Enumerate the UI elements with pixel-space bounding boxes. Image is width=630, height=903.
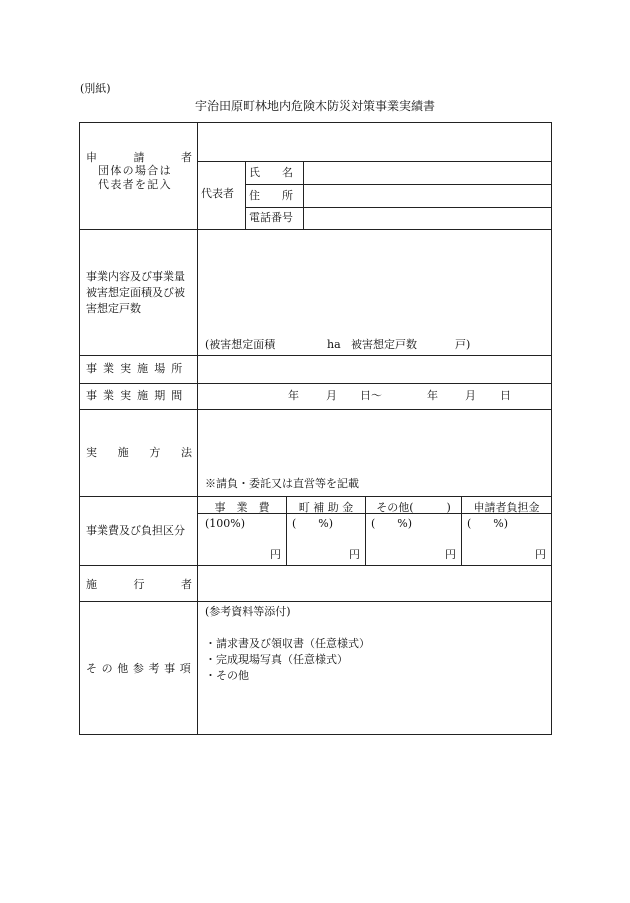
content-label-line1: 事業内容及び事業量 (86, 270, 185, 283)
other-item: ・完成現場写真（任意様式） (205, 653, 348, 666)
period-start-day: 日〜 (360, 389, 382, 402)
label-char: 施 (117, 446, 129, 459)
cost-percent-other: ( %) (371, 517, 413, 530)
cost-header-subsidy: 町 補 助 金 (298, 501, 354, 514)
other-item: ・その他 (205, 669, 249, 682)
label-char: 行 (133, 578, 145, 591)
houses-label: 被害想定戸数 (351, 338, 417, 351)
content-label-line2: 被害想定面積及び被 (86, 286, 185, 299)
row-divider (80, 496, 551, 497)
period-end-day: 日 (500, 389, 511, 402)
label-char: 者 (181, 578, 192, 591)
method-label (86, 446, 192, 460)
label-char: 法 (180, 446, 192, 459)
content-label-line3: 害想定戸数 (86, 302, 141, 315)
cost-percent-total: (100%) (205, 517, 246, 530)
cost-percent-applicant: ( %) (467, 517, 509, 530)
period-start-month: 月 (326, 389, 337, 402)
phone-label: 電話番号 (249, 211, 293, 224)
cost-header-other: その他( ) (376, 501, 451, 514)
cost-percent-subsidy: ( %) (292, 517, 334, 530)
address-row-divider (245, 207, 551, 208)
row-divider (80, 229, 551, 230)
area-unit: ha (327, 338, 341, 351)
document-title: 宇治田原町林地内危険木防災対策事業実績書 (194, 99, 435, 113)
report-form (79, 122, 552, 735)
period-label: 事業実施期間 (86, 389, 189, 402)
label-char: 請 (133, 151, 145, 164)
label-column-divider (197, 123, 198, 734)
applicant-label (86, 149, 192, 165)
cost-unit-total: 円 (270, 548, 281, 561)
houses-unit: 戸) (455, 338, 471, 351)
label-char: 施 (86, 578, 97, 591)
applicant-divider (197, 161, 551, 162)
row-divider (80, 355, 551, 356)
field-label-divider (303, 161, 304, 229)
cost-unit-subsidy: 円 (349, 548, 360, 561)
location-label: 事業実施場所 (86, 362, 189, 375)
row-divider (80, 601, 551, 602)
row-divider (80, 565, 551, 566)
cost-header-total: 事 業 費 (214, 501, 270, 514)
name-row-divider (245, 184, 551, 185)
applicant-note-line1: 団体の場合は (98, 164, 172, 177)
cost-label: 事業費及び負担区分 (86, 524, 185, 537)
annex-note: (別紙) (80, 82, 111, 95)
label-char: 者 (181, 151, 192, 164)
label-char: 申 (86, 151, 97, 164)
period-start-year: 年 (288, 389, 299, 402)
representative-label: 代表者 (201, 187, 234, 200)
area-prefix: (被害想定面積 (205, 338, 276, 351)
other-heading: (参考資料等添付) (205, 605, 291, 618)
address-label: 住 所 (249, 189, 293, 202)
period-end-year: 年 (427, 389, 438, 402)
row-divider (80, 383, 551, 384)
label-char: 方 (149, 446, 161, 459)
method-note: ※請負・委託又は直営等を記載 (205, 477, 359, 490)
other-label: その他参考事項 (86, 662, 196, 675)
contractor-label (86, 576, 192, 592)
applicant-note-line2: 代表者を記入 (98, 178, 172, 191)
label-char: 実 (86, 446, 97, 459)
name-label: 氏 名 (249, 166, 293, 179)
period-end-month: 月 (465, 389, 476, 402)
cost-unit-applicant: 円 (535, 548, 546, 561)
cost-header-applicant: 申請者負担金 (473, 501, 540, 514)
other-item: ・請求書及び領収書（任意様式） (205, 637, 370, 650)
cost-unit-other: 円 (445, 548, 456, 561)
representative-divider (245, 161, 246, 229)
row-divider (80, 409, 551, 410)
